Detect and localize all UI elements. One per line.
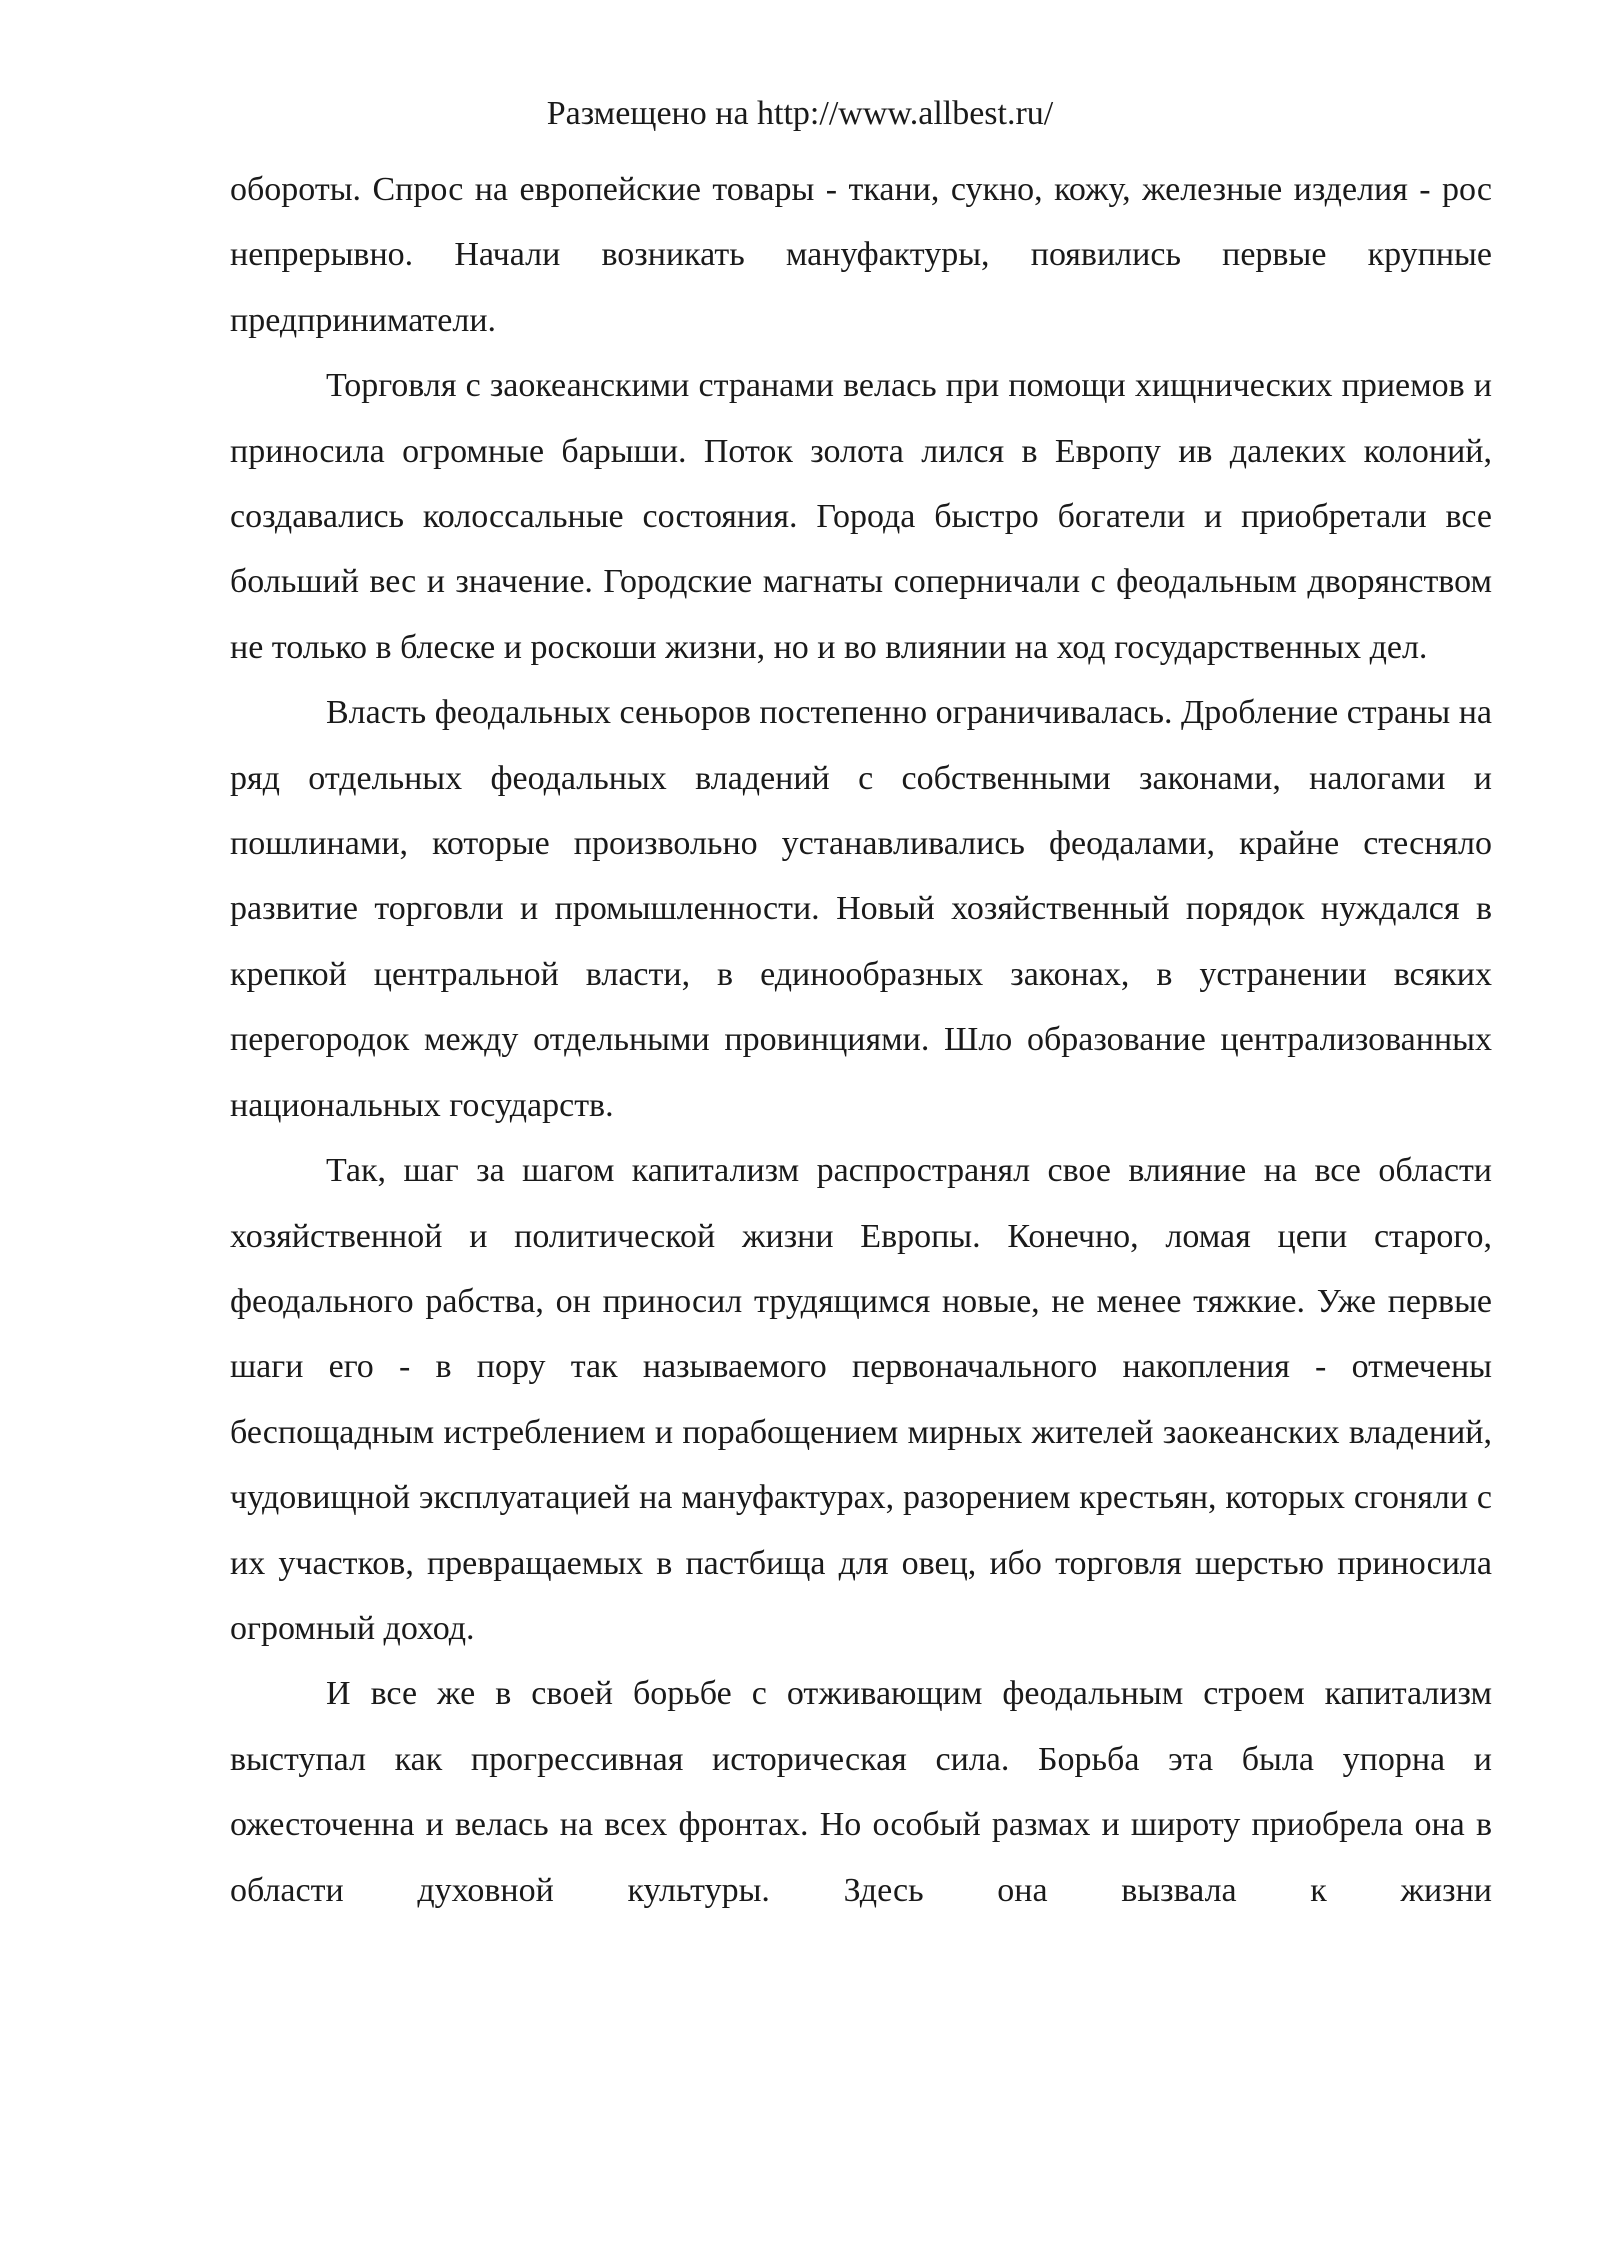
- paragraph-2: Торговля с заокеанскими странами велась при помощи хищнических приемов и приносила огромные барыши. Поток золота лился в Европу ив далеких колоний, создавались колоссальные состояния. Города быстро богатели и приобретали все больший вес и значение. Городские магнаты соперничали с феодальным дворянством не только в блеске и роскоши жизни, но и во влиянии на ход государственных дел.: [230, 367, 1492, 666]
- page-header: Размещено на http://www.allbest.ru/: [546, 95, 1054, 132]
- document-body: [230, 157, 1492, 1923]
- paragraph-3: Власть феодальных сеньоров постепенно ограничивалась. Дробление страны на ряд отдельных феодальных владений с собственными законами, налогами и пошлинами, которые произвольно устанавливались феодалами, крайне стесняло развитие торговли и промышленности. Новый хозяйственный порядок нуждался в крепкой центральной власти, в единообразных законах, в устранении всяких перегородок между отдельными провинциями. Шло образование централизованных национальных государств.: [230, 694, 1492, 1124]
- paragraph-4: Так, шаг за шагом капитализм распространял свое влияние на все области хозяйственной и политической жизни Европы. Конечно, ломая цепи старого, феодального рабства, он приносил трудящимся новые, не менее тяжкие. Уже первые шаги его - в пору так называемого первоначального накопления - отмечены беспощадным истреблением и порабощением мирных жителей заокеанских владений, чудовищной эксплуатацией на мануфактурах, разорением крестьян, которых сгоняли с их участков, превращаемых в пастбища для овец, ибо торговля шерстью приносила огромный доход.: [230, 1152, 1492, 1647]
- paragraph-1: обороты. Спрос на европейские товары - ткани, сукно, кожу, железные изделия - рос непрерывно. Начали возникать мануфактуры, появились первые крупные предприниматели.: [230, 171, 1492, 339]
- paragraph-5: И все же в своей борьбе с отживающим феодальным строем капитализм выступал как прогрессивная историческая сила. Борьба эта была упорна и ожесточенна и велась на всех фронтах. Но особый размах и широту приобрела она в области духовной культуры. Здесь она вызвала к жизни: [230, 1675, 1492, 1909]
